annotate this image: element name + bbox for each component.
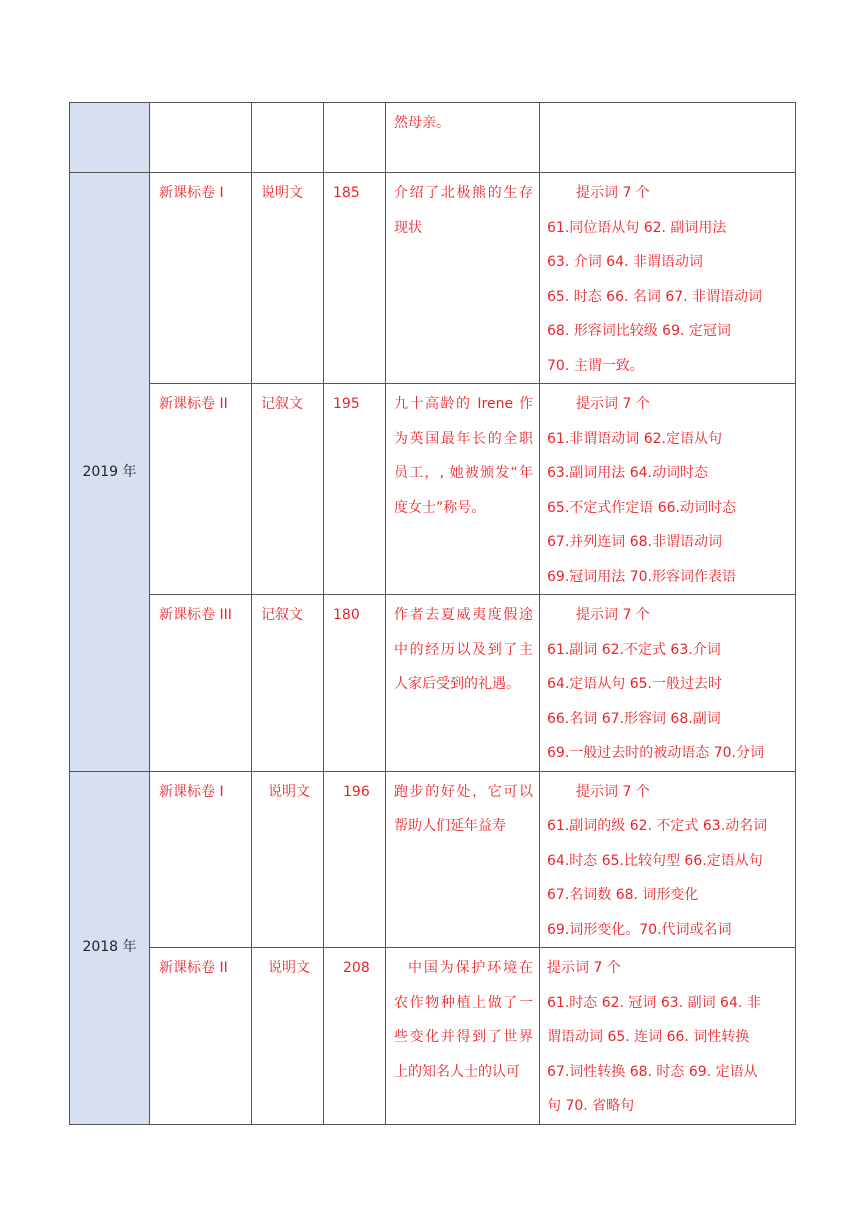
- paper-cell: [150, 595, 252, 772]
- genre-label: 说明文: [261, 185, 303, 201]
- point-line: 61.时态 62. 冠词 63. 副词 64. 非: [547, 994, 761, 1011]
- point-line: 谓语动词 65. 连词 66. 词性转换: [547, 1029, 750, 1045]
- paper-label: 新课标卷 I: [159, 783, 224, 800]
- table-row: [70, 771, 796, 948]
- paper-cell: [150, 948, 252, 1125]
- point-line: 提示词 7 个: [576, 783, 650, 800]
- word-count-cell: [324, 173, 386, 384]
- word-count-cell: [324, 103, 386, 173]
- word-count-cell: [324, 595, 386, 772]
- paper-cell: [150, 771, 252, 948]
- year-cell-previous: [70, 103, 150, 173]
- point-line: 70. 主谓一致。: [547, 357, 644, 374]
- points-cell: [540, 948, 796, 1125]
- point-line: 66.名词 67.形容词 68.副词: [547, 710, 721, 727]
- point-line: 64.时态 65.比较句型 66.定语从句: [547, 852, 763, 869]
- word-count: 195: [333, 396, 360, 412]
- point-line: 69.词形变化。70.代词或名词: [547, 921, 732, 938]
- point-line: 提示词 7 个: [547, 960, 621, 976]
- summary-text: 然母亲。: [394, 115, 450, 131]
- summary-text: 作者去夏威夷度假途中的经历以及到了主人家后受到的礼遇。: [394, 607, 533, 692]
- table-row: [70, 384, 796, 595]
- point-line: 提示词 7 个: [576, 607, 650, 623]
- point-line: 提示词 7 个: [576, 396, 650, 412]
- table-row: [70, 595, 796, 772]
- genre-label: 记叙文: [261, 396, 303, 412]
- point-line: 68. 形容词比较级 69. 定冠词: [547, 323, 731, 339]
- genre-label: 记叙文: [261, 607, 303, 623]
- points-cell: [540, 771, 796, 948]
- word-count-cell: [324, 384, 386, 595]
- point-line: 句 70. 省略句: [547, 1098, 635, 1114]
- point-line: 67.名词数 68. 词形变化: [547, 887, 699, 903]
- table-row: [70, 103, 796, 173]
- genre-cell: [252, 384, 324, 595]
- point-line: 61.副词 62.不定式 63.介词: [547, 641, 721, 658]
- year-cell: 2019 年: [70, 173, 150, 772]
- word-count: 180: [333, 607, 360, 623]
- paper-label: 新课标卷 III: [159, 607, 232, 623]
- paper-label: 新课标卷 II: [159, 396, 228, 412]
- genre-cell: [252, 771, 324, 948]
- summary-cell: [386, 771, 540, 948]
- points-cell: [540, 595, 796, 772]
- word-count: 208: [343, 960, 370, 976]
- summary-text: 九十高龄的 Irene 作为英国最年长的全职员工，, 她被颁发“年度女士”称号。: [394, 396, 533, 516]
- word-count-cell: [324, 771, 386, 948]
- summary-cell: [386, 948, 540, 1125]
- points-cell: [540, 384, 796, 595]
- point-line: 69.冠词用法 70.形容词作表语: [547, 568, 736, 585]
- point-line: 69.一般过去时的被动语态 70.分词: [547, 745, 764, 761]
- genre-label: 说明文: [268, 960, 310, 976]
- table-row: [70, 948, 796, 1125]
- summary-text: 跑步的好处，它可以帮助人们延年益寿: [394, 783, 533, 834]
- points-cell: [540, 173, 796, 384]
- point-line: 61.同位语从句 62. 副词用法: [547, 219, 727, 236]
- points-cell: [540, 103, 796, 173]
- summary-cell: [386, 103, 540, 173]
- paper-label: 新课标卷 II: [159, 960, 228, 976]
- summary-cell: [386, 595, 540, 772]
- word-count: 185: [333, 185, 360, 201]
- genre-cell: [252, 103, 324, 173]
- paper-cell: [150, 103, 252, 173]
- summary-text: 中国为保护环境在农作物种植上做了一些变化并得到了世界上的知名人士的认可: [394, 960, 533, 1080]
- point-line: 67.并列连词 68.非谓语动词: [547, 534, 722, 550]
- paper-cell: [150, 384, 252, 595]
- point-line: 提示词 7 个: [576, 185, 650, 201]
- point-line: 63.副词用法 64.动词时态: [547, 465, 708, 481]
- summary-cell: [386, 384, 540, 595]
- point-line: 64.定语从句 65.一般过去时: [547, 676, 722, 692]
- paper-cell: [150, 173, 252, 384]
- point-line: 65. 时态 66. 名词 67. 非谓语动词: [547, 288, 763, 305]
- genre-label: 说明文: [268, 783, 310, 800]
- point-line: 61.非谓语动词 62.定语从句: [547, 430, 722, 447]
- genre-cell: [252, 595, 324, 772]
- point-line: 65.不定式作定语 66.动词时态: [547, 499, 736, 516]
- summary-cell: [386, 173, 540, 384]
- exam-analysis-table: [69, 102, 796, 1125]
- paper-label: 新课标卷 I: [159, 185, 224, 201]
- point-line: 67.词性转换 68. 时态 69. 定语从: [547, 1063, 758, 1080]
- word-count: 196: [343, 783, 370, 800]
- genre-cell: [252, 173, 324, 384]
- year-cell: 2018 年: [70, 771, 150, 1124]
- table-row: [70, 173, 796, 384]
- point-line: 61.副词的级 62. 不定式 63.动名词: [547, 818, 768, 834]
- word-count-cell: [324, 948, 386, 1125]
- point-line: 63. 介词 64. 非谓语动词: [547, 254, 703, 270]
- genre-cell: [252, 948, 324, 1125]
- summary-text: 介绍了北极熊的生存现状: [394, 185, 533, 236]
